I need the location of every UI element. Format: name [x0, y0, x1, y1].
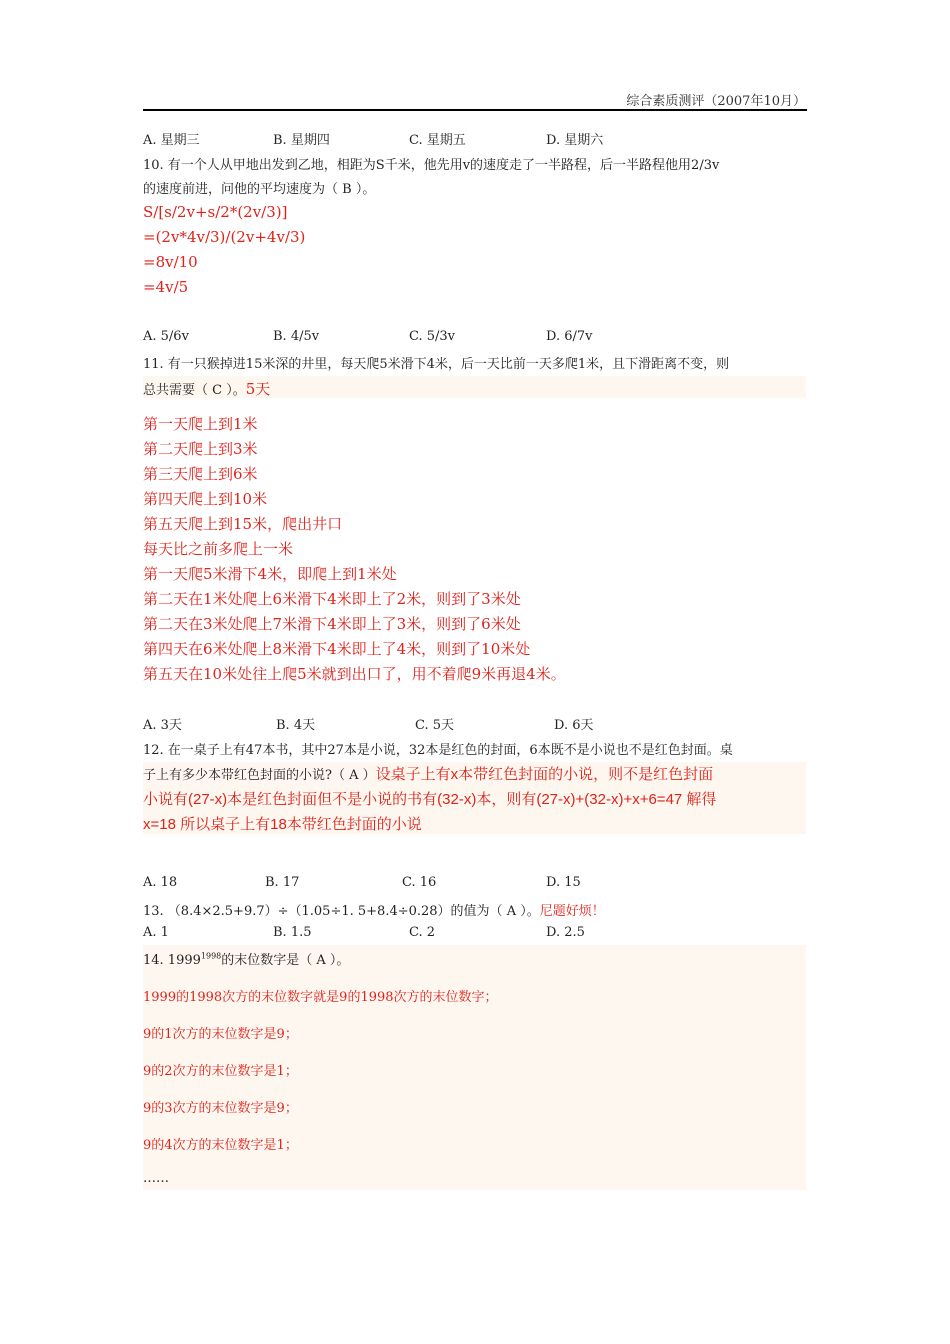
q14-ellipsis: ……	[143, 1171, 169, 1186]
q10-work-1: S/[s/2v+s/2*(2v/3)]	[143, 203, 288, 221]
page-header: 综合素质测评（2007年10月）	[626, 94, 806, 109]
q13-option-c: C. 2	[409, 925, 436, 940]
q11-work-10: 第四天在6米处爬上8米滑下4米即上了4米，则到了10米处	[143, 640, 531, 658]
q9-option-c: C. 星期五	[409, 133, 466, 148]
q11-work-8: 第二天在1米处爬上6米滑下4米即上了2米，则到了3米处	[143, 590, 521, 608]
q11-work-5: 第五天爬上到15米，爬出井口	[143, 515, 343, 533]
q9-option-b: B. 星期四	[273, 133, 330, 148]
q14-work-4: 9的3次方的末位数字是9；	[143, 1101, 298, 1116]
header-rule	[143, 109, 807, 111]
q12-question-end: 子上有多少本带红色封面的小说?（ A ）	[143, 768, 376, 783]
q10-option-a: A. 5/6v	[143, 329, 189, 344]
q14-exponent: 1998	[200, 951, 222, 961]
q11-work-2: 第二天爬上到3米	[143, 440, 258, 458]
q11-option-b: B. 4天	[276, 718, 316, 733]
q11-work-7: 第一天爬5米滑下4米，即爬上到1米处	[143, 565, 397, 583]
q9-option-a: A. 星期三	[143, 133, 200, 148]
q11-work-3: 第三天爬上到6米	[143, 465, 258, 483]
q10-work-2: =(2v*4v/3)/(2v+4v/3)	[143, 228, 306, 246]
q14-line	[143, 949, 349, 968]
q12-option-c: C. 16	[402, 875, 437, 890]
q9-option-d: D. 星期六	[546, 133, 604, 148]
q12-answer-3: x=18 所以桌子上有18本带红色封面的小说	[143, 816, 422, 833]
q14-work-5: 9的4次方的末位数字是1；	[143, 1138, 298, 1153]
q11-answer: 5天	[245, 380, 271, 398]
q13-option-b: B. 1.5	[273, 925, 312, 940]
q12-line-1: 12. 在一桌子上有47本书，其中27本是小说，32本是红色的封面，6本既不是小说也不是红色封面。桌	[143, 743, 733, 758]
q11-work-9: 第二天在3米处爬上7米滑下4米即上了3米，则到了6米处	[143, 615, 521, 633]
q13-line	[143, 900, 605, 919]
q10-option-c: C. 5/3v	[409, 329, 456, 344]
q11-work-1: 第一天爬上到1米	[143, 415, 258, 433]
q11-work-11: 第五天在10米处往上爬5米就到出口了，用不着爬9米再退4米。	[143, 665, 566, 683]
q11-line-2	[143, 378, 270, 399]
q13-comment: 尼题好烦！	[539, 904, 605, 919]
q10-line-2: 的速度前进，问他的平均速度为（ B ）。	[143, 182, 376, 197]
q10-option-d: D. 6/7v	[546, 329, 593, 344]
q12-line-2	[143, 763, 713, 784]
q10-line-1: 10. 有一个人从甲地出发到乙地，相距为S千米，他先用v的速度走了一半路程，后一半路程他用2/3v	[143, 158, 720, 173]
q10-work-3: =8v/10	[143, 253, 198, 271]
q11-option-a: A. 3天	[143, 718, 182, 733]
q14-suffix: 的末位数字是（ A ）。	[221, 953, 350, 968]
q12-answer-2: 小说有(27-x)本是红色封面但不是小说的书有(32-x)本，则有(27-x)+(32-x)+x+6=47 解得	[143, 791, 717, 808]
q11-option-c: C. 5天	[415, 718, 455, 733]
q14-prefix: 14. 1999	[143, 953, 201, 968]
q14-work-2: 9的1次方的末位数字是9；	[143, 1027, 298, 1042]
q13-option-a: A. 1	[143, 925, 169, 940]
q11-work-6: 每天比之前多爬上一米	[143, 540, 294, 558]
q12-option-d: D. 15	[546, 875, 581, 890]
q14-work-3: 9的2次方的末位数字是1；	[143, 1064, 298, 1079]
q10-option-b: B. 4/5v	[273, 329, 320, 344]
q12-option-a: A. 18	[143, 875, 178, 890]
q11-question-end: 总共需要（ C ）。	[143, 383, 246, 398]
q10-work-4: =4v/5	[143, 278, 189, 296]
q11-option-d: D. 6天	[554, 718, 594, 733]
q12-answer-1: 设桌子上有x本带红色封面的小说，则不是红色封面	[375, 766, 714, 783]
q13-question: 13. （8.4×2.5+9.7）÷（1.05÷1. 5+8.4÷0.28）的值为（ A ）。	[143, 904, 540, 919]
q11-line-1: 11. 有一只猴掉进15米深的井里，每天爬5米滑下4米，后一天比前一天多爬1米，且下滑距离不变，则	[143, 357, 730, 372]
q14-work-1: 1999的1998次方的末位数字就是9的1998次方的末位数字；	[143, 990, 498, 1005]
q11-work-4: 第四天爬上到10米	[143, 490, 268, 508]
q12-option-b: B. 17	[265, 875, 300, 890]
q13-option-d: D. 2.5	[546, 925, 585, 940]
